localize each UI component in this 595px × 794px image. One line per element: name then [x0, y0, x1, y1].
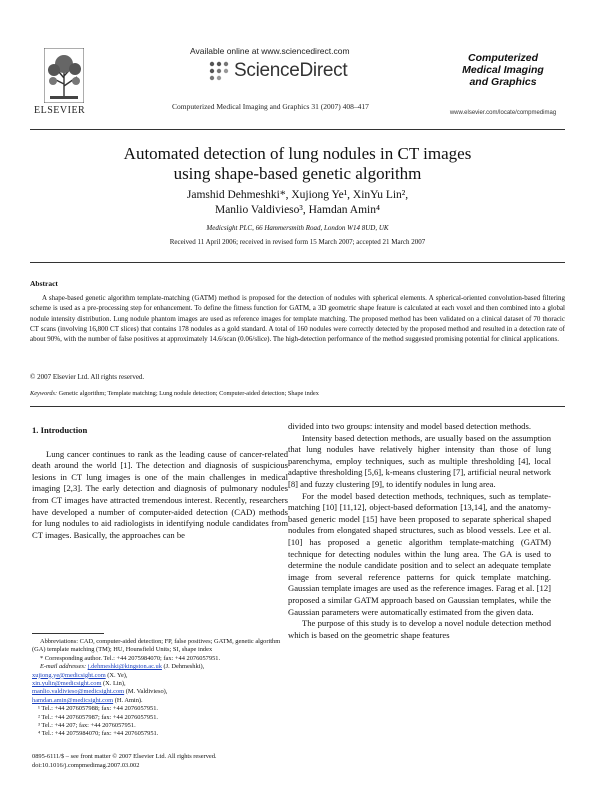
footnote-4: ⁴ Tel.: +44 2075984070; fax: +44 2076057951.	[38, 730, 159, 738]
intro-paragraph-1-continued: divided into two groups: intensity and model based detection methods.	[288, 421, 531, 431]
footnotes	[32, 638, 288, 739]
footnote-emails	[32, 663, 288, 671]
email-link-ye[interactable]: xujiong.ye@medicsight.com	[32, 671, 106, 679]
elsevier-tree-icon	[44, 48, 84, 103]
footnote-email-row	[32, 688, 288, 696]
footnote-2: ² Tel.: +44 2076057987; fax: +44 2076057951.	[38, 713, 159, 721]
footnote-3: ³ Tel.: +44 207; fax: +44 2076057951.	[38, 722, 136, 730]
abstract-text: A shape-based genetic algorithm template-matching (GATM) method is proposed for the detection of nodules with spherical elements. A spherical-oriented convolution-based filtering scheme is used as a pre-processing step for enhancement. To define the fitness function for GATM, a 3D geometric shape feature is calculated at each voxel and then combined into a global nodule intensity distribution. Lung nodule phantom images are used as reference images for template matching. The proposed method has been validated on a clinical dataset of 70 thoracic CT scans (involving 16,800 CT slices) that contains 178 nodules as a gold standard. A total of 160 nodules were correctly detected by the proposed method and resulted in a detection rate of about 90%, with the number of false positives at approximately 14.6/scan (0.06/slice). The high-detection performance of the method suggested promising potential for clinical applications.	[30, 294, 565, 344]
abstract-copyright: © 2007 Elsevier Ltd. All rights reserved.	[30, 373, 145, 381]
elsevier-logo	[34, 48, 96, 118]
email-owner-lin: (X. Lin),	[103, 680, 126, 688]
email-owner-valdivieso: (M. Valdivieso),	[125, 688, 168, 696]
article-dates: Received 11 April 2006; received in revised form 15 March 2007; accepted 21 March 2007	[169, 238, 426, 246]
issn-line: 0895-6111/$ – see front matter © 2007 Elsevier Ltd. All rights reserved.	[32, 753, 217, 760]
abstract-heading: Abstract	[30, 279, 58, 288]
available-online-text: Available online at www.sciencedirect.com	[190, 46, 350, 56]
sciencedirect-logo	[208, 58, 388, 88]
sciencedirect-dots-icon	[208, 60, 230, 84]
affiliation: Medicsight PLC, 66 Hammersmith Road, London W14 8UD, UK	[206, 224, 389, 232]
footnote-1: ¹ Tel.: +44 2076057988; fax: +44 2076057951.	[38, 705, 159, 713]
keywords-line	[30, 390, 319, 397]
intro-paragraph-1: Lung cancer continues to rank as the leading cause of cancer-related death around the world [1]. The detection and diagnosis of suspicious lesions in CT lung images is one of the main challenges in medical imaging [2,3]. The early detection and diagnosis of pulmonary nodules from CT images have attracted tremendous interest. Recently, researchers have developed a number of computer-aided detection (CAD) methods for lung nodules to aid radiologists in identifying nodule candidates from CT images. Basically, the approaches can be	[32, 448, 288, 540]
intro-paragraph-2: Intensity based detection methods, are usually based on the assumption that lung nodules have relatively higher intensity than those of lung parenchyma, employ techniques, such as multiple thresholding [4], local adaptive thresholding [5,6], k-means clustering [7], artificial neural network [8] and fuzzy clustering [9], to identify nodules in lung area.	[288, 432, 551, 489]
journal-header	[30, 38, 566, 118]
journal-brand	[440, 52, 566, 116]
footnote-email-row	[32, 697, 288, 705]
footnote-email-row	[32, 672, 288, 680]
journal-citation: Computerized Medical Imaging and Graphics 31 (2007) 408–417	[172, 102, 369, 111]
email-link-valdivieso[interactable]: manlio.valdivieso@medicsight.com	[32, 688, 125, 696]
email-link-amin[interactable]: hamdan.amin@medicsight.com	[32, 696, 114, 704]
email-label: E-mail addresses:	[40, 663, 87, 671]
keywords-list: Genetic algorithm; Template matching; Lung nodule detection; Computer-aided detection; Shape index	[58, 390, 319, 397]
authors-line-1: Jamshid Dehmeshki*, Xujiong Ye¹, XinYu Lin²,	[186, 189, 409, 201]
journal-title-line-2: Medical Imaging	[462, 64, 544, 76]
journal-url[interactable]: www.elsevier.com/locate/compmedimag	[449, 110, 557, 116]
right-column	[288, 421, 551, 641]
intro-paragraph-4: The purpose of this study is to develop a novel nodule detection method which is based on the geometric shape features	[288, 618, 551, 640]
footnote-divider	[32, 633, 104, 634]
article-title-line-2: using shape-based genetic algorithm	[173, 164, 422, 183]
abstract-top-divider	[30, 262, 565, 263]
header-divider	[30, 129, 565, 130]
keywords-label: Keywords:	[30, 390, 58, 397]
left-column	[32, 425, 288, 541]
abstract-bottom-divider	[30, 406, 565, 407]
author-list	[60, 188, 535, 218]
issn-block	[32, 752, 332, 770]
authors-line-2: Manlio Valdivieso³, Hamdan Amin⁴	[214, 204, 381, 216]
doi-line[interactable]: doi:10.1016/j.compmedimag.2007.03.002	[32, 762, 140, 769]
article-title-line-1: Automated detection of lung nodules in CT images	[123, 144, 472, 163]
journal-title-line-3: and Graphics	[469, 76, 537, 88]
intro-paragraph-3: For the model based detection methods, techniques, such as template-matching [10] [11,12], object-based deformation [13,14], and the anatomy-based generic model [15] have been proposed to separate spherical shaped nodules from elongated shaped structures, such as blood vessels. Lee et al. [10] has proposed a genetic algorithm template-matching (GATM) technique for detecting nodules within the lung area. The GA is used to determine the nodule candidate position and to select an adequate template image from several reference patterns for quick template matching. Gaussian template images are used as the reference images. Farag et al. [12] proposed a similar GATM approach based on Gaussian templates, while the Gaussian parameters were automatically estimated from the given data.	[288, 490, 551, 617]
sciencedirect-wordmark: ScienceDirect	[234, 60, 348, 81]
section-heading-introduction: 1. Introduction	[32, 425, 88, 435]
email-owner-ye: (X. Ye),	[107, 671, 128, 679]
email-link-dehmeshki[interactable]: j.dehmeshki@kingston.ac.uk	[87, 663, 162, 671]
article-title	[60, 144, 535, 184]
footnote-email-row	[32, 680, 288, 688]
footnote-corresponding: * Corresponding author. Tel.: +44 2075984070; fax: +44 2076057951.	[40, 654, 221, 662]
elsevier-wordmark: ELSEVIER	[34, 105, 86, 116]
email-link-lin[interactable]: xin.yulin@medicsight.com	[32, 680, 102, 688]
footnote-abbreviations: Abbreviations: CAD, computer-aided detection; FP, false positives; GATM, genetic algorithm (GA) template matching (TM); HU, Hounsfield Units; SI, shape index	[32, 638, 281, 654]
email-owner-amin: (H. Amin).	[114, 696, 143, 704]
journal-title-line-1: Computerized	[467, 52, 538, 64]
email-owner-dehmeshki: (J. Dehmeshki),	[163, 663, 205, 671]
